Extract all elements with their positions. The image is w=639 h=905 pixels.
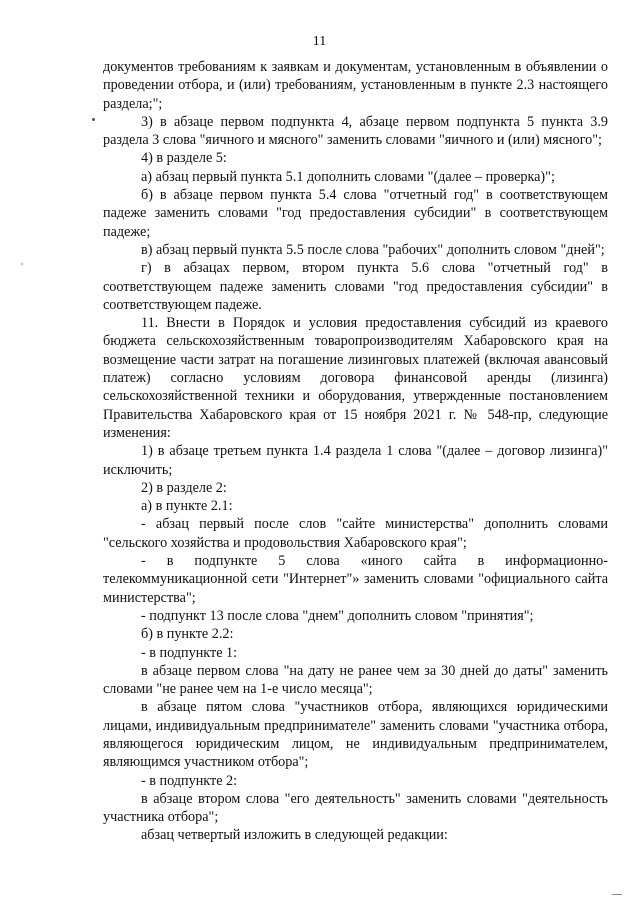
paragraph-2-2-subitem-2-heading: - в подпункте 2: (141, 772, 238, 789)
paragraph-11-item-1: 1) в абзаце третьем пункта 1.4 раздела 1 слова "(далее – договор лизинга)" исключить; (103, 443, 608, 478)
paragraph-subitem-g: г) в абзацах первом, втором пункта 5.6 слова "отчетный год" в соответствующем падеже заменить словами "год предоставления субсидии" в соответствующем падеже. (103, 260, 608, 313)
paragraph-2-2-subitem-1-heading: - в подпункте 1: (141, 644, 238, 661)
paragraph-subitem-a: а) абзац первый пункта 5.1 дополнить словами "(далее – проверка)"; (141, 168, 555, 185)
paragraph-2-2-2-second: в абзаце втором слова "его деятельность" заменить словами "деятельность участника отбора"; (103, 790, 608, 826)
paragraph-11-subitem-a-heading: а) в пункте 2.1: (141, 498, 233, 515)
paragraph-11-subitem-b-heading: б) в пункте 2.2: (141, 626, 234, 643)
paragraph-2-1-first: - абзац первый после слов "сайте министерства" дополнить словами "сельского хозяйства и продовольствия Хабаровского края"; (103, 516, 608, 551)
document-body (103, 58, 608, 845)
paragraph-2-1-subitem-13: - подпункт 13 после слова "днем" дополнить словом "принятия"; (141, 607, 534, 624)
scan-margin-speck (21, 263, 23, 265)
paragraph-subitem-b: б) в абзаце первом пункта 5.4 слова "отчетный год" в соответствующем падеже заменить словами "год предоставления субсидии" в соответствующем падеже; (103, 187, 608, 240)
paragraph-2-2-2-fourth: абзац четвертый изложить в следующей редакции: (141, 827, 448, 844)
paragraph-11-item-2-heading: 2) в разделе 2: (141, 479, 227, 496)
paragraph-item-3: 3) в абзаце первом подпункта 4, абзаце первом подпункта 5 пункта 3.9 раздела 3 слова "яичного и мясного" заменить словами "яичного и (или) мясного"; (103, 113, 608, 149)
scan-dot-mark (92, 118, 95, 121)
scan-corner-tick (612, 894, 622, 895)
paragraph-continuation: документов требованиям к заявкам и документам, установленным в объявлении о проведении отбора, и (или) требованиям, установленным в пункте 2.3 настоящего раздела;"; (103, 59, 608, 112)
paragraph-2-2-1-first: в абзаце первом слова "на дату не ранее чем за 30 дней до даты" заменить словами "не ранее чем на 1-е число месяца"; (103, 662, 608, 698)
paragraph-2-1-subitem-5: - в подпункте 5 слова «иного сайта в информационно-телекоммуникационной сети "Интернет"» заменить словами "официального сайта министерства"; (103, 553, 608, 606)
page-number: 11 (312, 34, 327, 49)
paragraph-item-11: 11. Внести в Порядок и условия предоставления субсидий из краевого бюджета сельскохозяйственным товаропроизводителям Хабаровского края на возмещение части затрат на погашение лизинговых платежей (включая авансовый платеж) согласно условиям договора финансовой аренды (лизинга) сельскохозяйственной техники и оборудования, утвержденные постановлением Правительства Хабаровского края от 15 ноября 2021 г. № 548-пр, следующие изменения: (103, 315, 608, 441)
paragraph-subitem-v: в) абзац первый пункта 5.5 после слова "рабочих" дополнить словом "дней"; (141, 241, 605, 258)
paragraph-2-2-1-fifth: в абзаце пятом слова "участников отбора, являющихся юридическими лицами, индивидуальным предпринимателе" заменить словами "участника отбора, являющегося юридическим лицом, не индивидуальным предпринимателем, являющимся участником отбора"; (103, 699, 608, 771)
paragraph-item-4-heading: 4) в разделе 5: (141, 150, 227, 167)
